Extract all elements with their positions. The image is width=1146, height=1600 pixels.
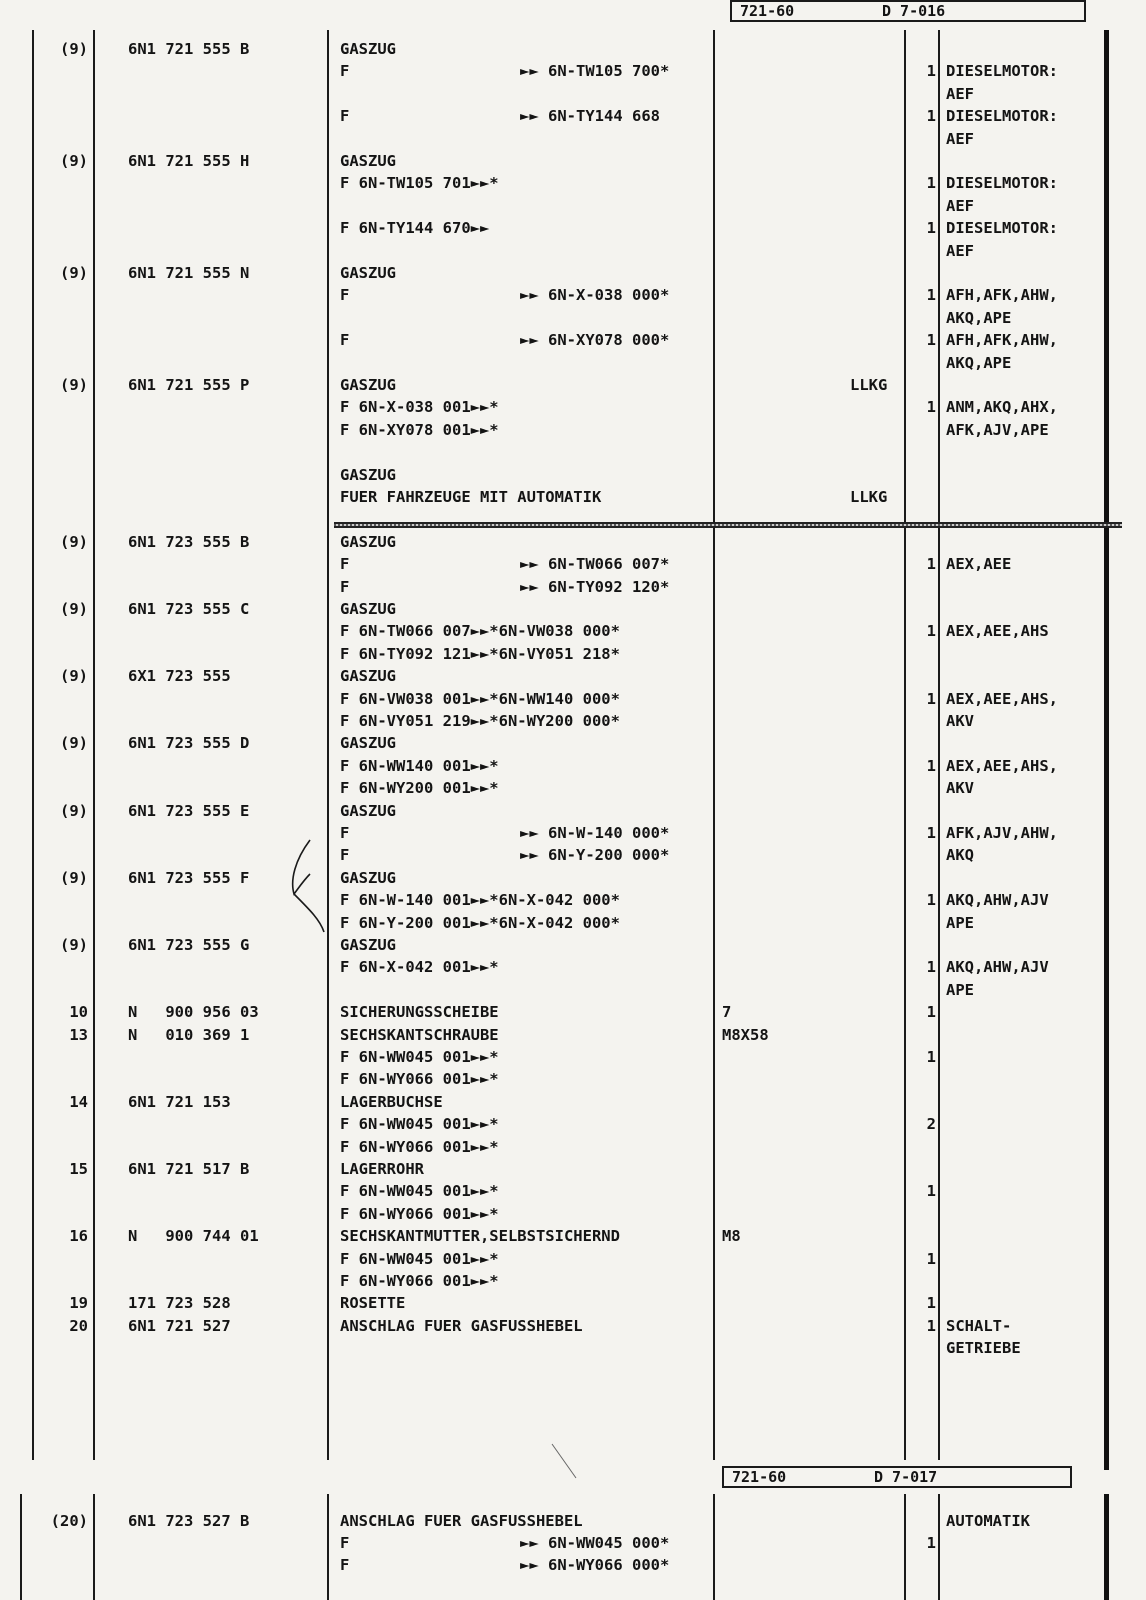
cell-desc: F [340, 107, 350, 126]
cell-note: DIESELMOTOR: [946, 174, 1058, 193]
cell-desc: GASZUG [340, 40, 396, 58]
table-row [0, 822, 1146, 844]
cell-desc: GASZUG [340, 152, 396, 170]
cell-pn: N 010 369 1 [128, 1025, 250, 1044]
cell-note: GETRIEBE [946, 1339, 1021, 1358]
cell-pn: 6N1 721 555 P [128, 376, 250, 394]
cell-note: AEX,AEE,AHS [946, 622, 1049, 641]
cell-note: AKV [946, 712, 974, 730]
cell-qty: 1 [926, 219, 936, 238]
cell-pos: 14 [69, 1092, 88, 1111]
table-row [0, 1180, 1146, 1202]
table-row [0, 1068, 1146, 1090]
table-row [0, 755, 1146, 777]
table-row [0, 867, 1146, 889]
cell-qty: 1 [926, 958, 936, 977]
table-row [0, 217, 1146, 239]
cell-qty: 1 [926, 756, 936, 775]
cell-qty: 1 [926, 1182, 936, 1201]
cell-pos: (20) [50, 1512, 88, 1530]
cell-desc: F 6N-WY066 001►►* [340, 1070, 499, 1089]
section-code-2: 721-60 [732, 1468, 787, 1486]
table-row [0, 665, 1146, 687]
cell-note: ANM,AKQ,AHX, [946, 398, 1058, 417]
cell-qty: 2 [926, 1115, 936, 1134]
cell-note: AEX,AEE,AHS, [946, 756, 1058, 775]
table-row [0, 38, 1146, 60]
cell-pos: (9) [60, 532, 88, 551]
cell-pn: 6N1 723 527 B [128, 1512, 250, 1530]
cell-pos: 15 [69, 1160, 88, 1178]
cell-note: SCHALT- [946, 1316, 1012, 1335]
cell-note: AKQ,AHW,AJV [946, 958, 1049, 977]
cell-pos: (9) [60, 40, 88, 58]
table-row [0, 620, 1146, 642]
cell-pos: 10 [69, 1003, 88, 1022]
cell-arrow: ►► 6N-TY092 120* [520, 577, 670, 596]
cell-pn: 6N1 721 555 N [128, 264, 250, 282]
page-header-bottom [722, 1466, 1072, 1488]
cell-note: AFH,AFK,AHW, [946, 286, 1058, 305]
cell-rem: 7 [722, 1003, 732, 1022]
table-row [0, 979, 1146, 1001]
cell-desc: ROSETTE [340, 1294, 406, 1313]
cell-qty: 1 [926, 1048, 936, 1066]
cell-pn: N 900 744 01 [128, 1227, 259, 1246]
cell-desc: F [340, 1534, 350, 1552]
cell-pos: (9) [60, 734, 88, 753]
cell-pn: 6N1 721 555 B [128, 40, 250, 58]
cell-desc: F 6N-TW066 007►►*6N-VW038 000* [340, 622, 620, 641]
cell-arrow: ►► 6N-WY066 000* [520, 1556, 670, 1574]
cell-desc: LAGERBUCHSE [340, 1092, 443, 1111]
cell-desc: F [340, 62, 350, 81]
table-row [0, 956, 1146, 978]
table-row [0, 1315, 1146, 1337]
cell-desc: GASZUG [340, 600, 396, 618]
cell-llkg: LLKG [850, 376, 888, 394]
table-row [0, 1203, 1146, 1225]
cell-qty: 1 [926, 1534, 936, 1552]
cell-qty: 1 [926, 398, 936, 417]
table-row [0, 1532, 1146, 1554]
cell-desc: F 6N-VY051 219►►*6N-WY200 000* [340, 712, 620, 730]
table-row [0, 1158, 1146, 1180]
cell-desc: F 6N-WW045 001►►* [340, 1182, 499, 1201]
table-row [0, 710, 1146, 732]
table-row [0, 83, 1146, 105]
table-row [0, 262, 1146, 284]
table-row [0, 1024, 1146, 1046]
table-row [0, 912, 1146, 934]
table-row [0, 352, 1146, 374]
cell-pn: 6N1 721 517 B [128, 1160, 250, 1178]
cell-qty: 1 [926, 891, 936, 910]
cell-rem: M8 [722, 1227, 741, 1246]
table-row [0, 486, 1146, 508]
cell-desc: ANSCHLAG FUER GASFUSSHEBEL [340, 1512, 583, 1530]
cell-qty: 1 [926, 331, 936, 350]
cell-desc: F 6N-TW105 701►►* [340, 174, 499, 193]
table-row [0, 1337, 1146, 1359]
cell-desc: SECHSKANTMUTTER,SELBSTSICHERND [340, 1227, 620, 1246]
cell-qty: 1 [926, 622, 936, 641]
cell-desc: ANSCHLAG FUER GASFUSSHEBEL [340, 1316, 583, 1335]
cell-pn: 6N1 723 555 F [128, 868, 250, 887]
cell-pos: (9) [60, 600, 88, 618]
cell-note: AEF [946, 196, 974, 215]
cell-qty: 1 [926, 824, 936, 842]
cell-desc: GASZUG [340, 936, 396, 954]
table-row [0, 508, 1146, 530]
cell-arrow: ►► 6N-WW045 000* [520, 1534, 670, 1552]
table-row [0, 195, 1146, 217]
cell-desc: F 6N-TY092 121►►*6N-VY051 218* [340, 644, 620, 663]
cell-qty: 1 [926, 1003, 936, 1022]
table-row [0, 464, 1146, 486]
cell-desc: F [340, 286, 350, 305]
cell-pos: 13 [69, 1025, 88, 1044]
table-row [0, 307, 1146, 329]
cell-qty: 1 [926, 62, 936, 81]
table-row [0, 777, 1146, 799]
cell-note: AKQ [946, 846, 974, 865]
table-row [0, 732, 1146, 754]
cell-qty: 1 [926, 174, 936, 193]
cell-note: AEF [946, 129, 974, 148]
table-row [0, 105, 1146, 127]
table-row [0, 1510, 1146, 1532]
table-row [0, 172, 1146, 194]
cell-desc: F [340, 555, 350, 574]
table-row [0, 128, 1146, 150]
cell-desc: GASZUG [340, 532, 396, 551]
cell-note: AFH,AFK,AHW, [946, 331, 1058, 350]
table-row [0, 531, 1146, 553]
table-row [0, 419, 1146, 441]
cell-desc: GASZUG [340, 868, 396, 887]
cell-arrow: ►► 6N-W-140 000* [520, 824, 670, 842]
table-row [0, 800, 1146, 822]
table-row [0, 396, 1146, 418]
cell-arrow: ►► 6N-X-038 000* [520, 286, 670, 305]
page-ref-2: D 7-017 [874, 1468, 938, 1486]
cell-pos: (9) [60, 936, 88, 954]
cell-desc: SECHSKANTSCHRAUBE [340, 1025, 499, 1044]
table-row [0, 150, 1146, 172]
cell-note: AKV [946, 779, 974, 798]
cell-note: APE [946, 980, 974, 999]
cell-pn: 171 723 528 [128, 1294, 231, 1313]
handwritten-mark [280, 830, 340, 940]
cell-rem: M8X58 [722, 1025, 769, 1044]
cell-qty: 1 [926, 555, 936, 574]
cell-note: DIESELMOTOR: [946, 107, 1058, 126]
table-row [0, 1001, 1146, 1023]
cell-arrow: ►► 6N-TY144 668 [520, 107, 660, 126]
table-row [0, 1225, 1146, 1247]
section-code: 721-60 [740, 2, 795, 20]
cell-desc: F 6N-WY200 001►►* [340, 779, 499, 798]
cell-desc: F 6N-Y-200 001►►*6N-X-042 000* [340, 913, 620, 932]
cell-qty: 1 [926, 107, 936, 126]
cell-desc: F 6N-WW140 001►►* [340, 756, 499, 775]
cell-desc: F 6N-X-042 001►►* [340, 958, 499, 977]
table-row [0, 284, 1146, 306]
cell-desc: FUER FAHRZEUGE MIT AUTOMATIK [340, 488, 602, 506]
table-row [0, 1136, 1146, 1158]
cell-note: AKQ,APE [946, 308, 1012, 327]
table-row [0, 1292, 1146, 1314]
cell-desc: F 6N-W-140 001►►*6N-X-042 000* [340, 891, 620, 910]
cell-arrow: ►► 6N-XY078 000* [520, 331, 670, 350]
cell-desc: SICHERUNGSSCHEIBE [340, 1003, 499, 1022]
cell-pos: 20 [69, 1316, 88, 1335]
cell-pn: 6N1 721 555 H [128, 152, 250, 170]
cell-note: DIESELMOTOR: [946, 62, 1058, 81]
cell-pos: (9) [60, 801, 88, 820]
cell-desc: F 6N-WW045 001►►* [340, 1048, 499, 1066]
table-row [0, 598, 1146, 620]
cell-desc: GASZUG [340, 465, 396, 484]
cell-note: AEX,AEE,AHS, [946, 689, 1058, 708]
cell-desc: F 6N-XY078 001►►* [340, 420, 499, 439]
cell-note: AEF [946, 241, 974, 260]
cell-pn: 6N1 723 555 E [128, 801, 250, 820]
cell-desc: F 6N-TY144 670►► [340, 219, 490, 238]
cell-desc: F 6N-WY066 001►►* [340, 1272, 499, 1290]
table-row [0, 1113, 1146, 1135]
table-row [0, 240, 1146, 262]
cell-pos: 19 [69, 1294, 88, 1313]
cell-pos: (9) [60, 152, 88, 170]
cell-arrow: ►► 6N-Y-200 000* [520, 846, 670, 865]
table-row [0, 844, 1146, 866]
cell-pos: (9) [60, 868, 88, 887]
cell-pos: 16 [69, 1227, 88, 1246]
table-row [0, 1270, 1146, 1292]
page-ref: D 7-016 [882, 2, 946, 20]
cell-pn: 6N1 721 153 [128, 1092, 231, 1111]
cell-pn: 6N1 723 555 C [128, 600, 250, 618]
cell-note: AKQ,APE [946, 353, 1012, 372]
cell-desc: F 6N-VW038 001►►*6N-WW140 000* [340, 689, 620, 708]
cell-desc: GASZUG [340, 667, 396, 686]
cell-desc: GASZUG [340, 734, 396, 753]
cell-desc: F 6N-WW045 001►►* [340, 1115, 499, 1134]
cell-note: AEX,AEE [946, 555, 1012, 574]
table-row [0, 60, 1146, 82]
cell-pn: 6N1 723 555 D [128, 734, 250, 753]
cell-qty: 1 [926, 1316, 936, 1335]
page-header-top [730, 0, 1086, 22]
cell-desc: F 6N-WY066 001►►* [340, 1204, 499, 1223]
table-row [0, 1248, 1146, 1270]
table-row [0, 1091, 1146, 1113]
cell-desc: GASZUG [340, 801, 396, 820]
cell-note: AFK,AJV,AHW, [946, 824, 1058, 842]
cell-qty: 1 [926, 286, 936, 305]
cell-note: AUTOMATIK [946, 1512, 1030, 1530]
cell-desc: F 6N-WY066 001►►* [340, 1137, 499, 1156]
table-row [0, 934, 1146, 956]
cell-pos: (9) [60, 264, 88, 282]
cell-note: DIESELMOTOR: [946, 219, 1058, 238]
cell-qty: 1 [926, 689, 936, 708]
cell-note: AFK,AJV,APE [946, 420, 1049, 439]
table-row [0, 329, 1146, 351]
cell-desc: F [340, 846, 350, 865]
cell-desc: LAGERROHR [340, 1160, 424, 1178]
table-row [0, 576, 1146, 598]
table-row [0, 553, 1146, 575]
cell-desc: F [340, 577, 350, 596]
cell-desc: F [340, 331, 350, 350]
cell-qty: 1 [926, 1249, 936, 1268]
cell-desc: F [340, 1556, 350, 1574]
table-row [0, 374, 1146, 396]
table-row [0, 441, 1146, 463]
cell-desc: GASZUG [340, 264, 396, 282]
cell-desc: F 6N-WW045 001►►* [340, 1249, 499, 1268]
cell-pn: 6N1 723 555 G [128, 936, 250, 954]
scan-artifact [550, 1442, 580, 1482]
table-row [0, 1046, 1146, 1068]
cell-note: AEF [946, 84, 974, 103]
cell-arrow: ►► 6N-TW066 007* [520, 555, 670, 574]
cell-pos: (9) [60, 376, 88, 394]
cell-note: AKQ,AHW,AJV [946, 891, 1049, 910]
table-row [0, 889, 1146, 911]
cell-pos: (9) [60, 667, 88, 686]
cell-note: APE [946, 913, 974, 932]
cell-pn: 6X1 723 555 [128, 667, 231, 686]
cell-desc: GASZUG [340, 376, 396, 394]
cell-pn: N 900 956 03 [128, 1003, 259, 1022]
cell-pn: 6N1 721 527 [128, 1316, 231, 1335]
table-row [0, 643, 1146, 665]
cell-arrow: ►► 6N-TW105 700* [520, 62, 670, 81]
table-row [0, 688, 1146, 710]
cell-desc: F [340, 824, 350, 842]
table-row [0, 1554, 1146, 1576]
cell-qty: 1 [926, 1294, 936, 1313]
cell-llkg: LLKG [850, 488, 888, 506]
cell-desc: F 6N-X-038 001►►* [340, 398, 499, 417]
cell-pn: 6N1 723 555 B [128, 532, 250, 551]
